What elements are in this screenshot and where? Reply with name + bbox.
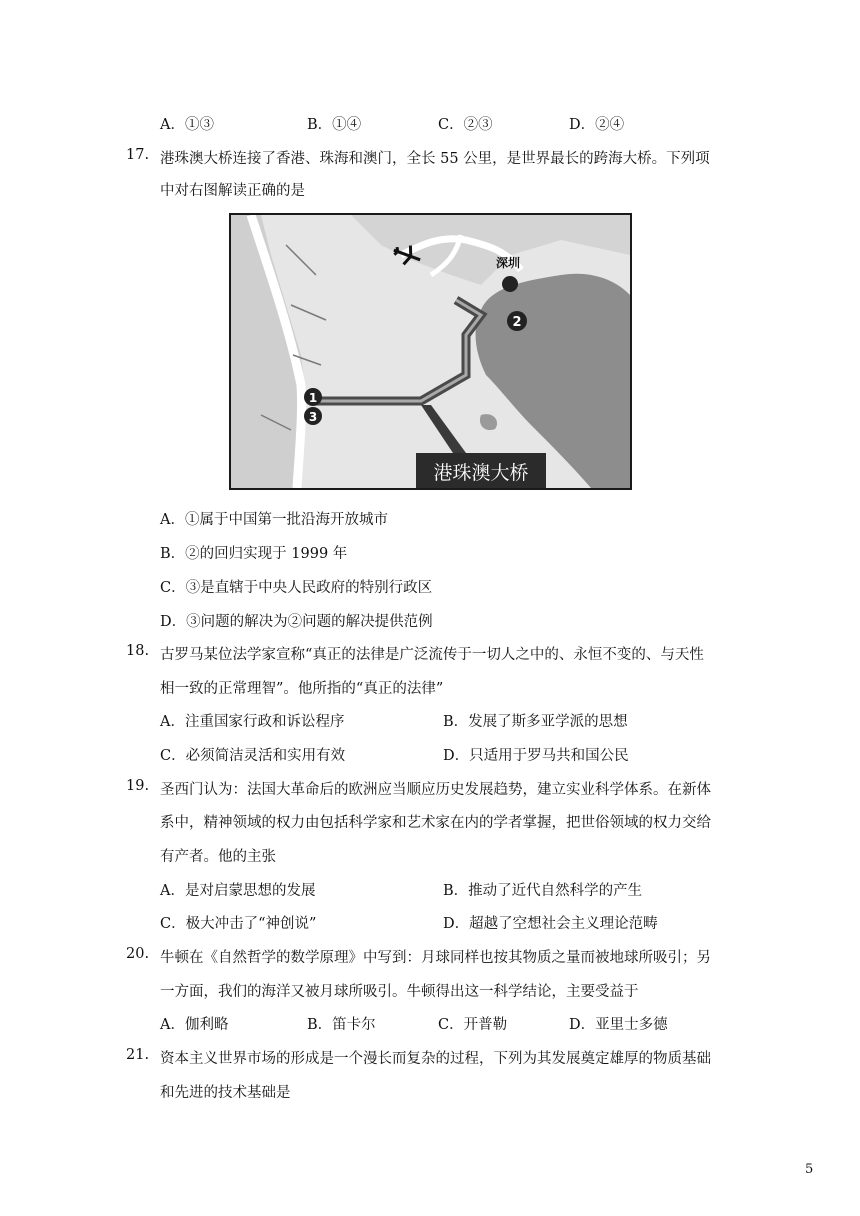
q20-option-d: D．亚里士多德 <box>569 1017 668 1033</box>
q20-option-a: A．伽利略 <box>160 1017 229 1033</box>
q20-number: 20. <box>126 946 150 962</box>
q16-option-d: D．②④ <box>569 117 625 133</box>
q16-option-b: B．①④ <box>307 117 362 133</box>
q19-stem-line1: 圣西门认为：法国大革命后的欧洲应当顺应历史发展趋势，建立实业科学体系。在新体 <box>160 782 711 798</box>
bridge-map <box>229 213 632 490</box>
q17-option-c: C．③是直辖于中央人民政府的特别行政区 <box>160 580 433 596</box>
svg-text:3: 3 <box>308 410 318 424</box>
page-number: 5 <box>805 1162 814 1177</box>
q19-option-c: C．极大冲击了“神创说” <box>160 916 317 932</box>
q18-option-d: D．只适用于罗马共和国公民 <box>443 748 629 764</box>
q19-option-b: B．推动了近代自然科学的产生 <box>443 883 643 899</box>
q20-stem-line1: 牛顿在《自然哲学的数学原理》中写到：月球同样也按其物质之量而被地球所吸引；另 <box>160 950 711 966</box>
q17-option-a: A．①属于中国第一批沿海开放城市 <box>160 512 388 528</box>
q17-stem-line1: 港珠澳大桥连接了香港、珠海和澳门，全长 55 公里，是世界最长的跨海大桥。下列项 <box>160 151 710 167</box>
q19-number: 19. <box>126 778 150 794</box>
shenzhen-marker <box>502 276 518 292</box>
q21-stem-line1: 资本主义世界市场的形成是一个漫长而复杂的过程，下列为其发展奠定雄厚的物质基础 <box>160 1051 711 1067</box>
q17-option-d: D．③问题的解决为②问题的解决提供范例 <box>160 614 433 630</box>
q18-option-b: B．发展了斯多亚学派的思想 <box>443 714 628 730</box>
marker-1 <box>304 388 322 406</box>
q18-stem-line1: 古罗马某位法学家宣称“真正的法律是广泛流传于一切人之中的、永恒不变的、与天性 <box>160 647 704 663</box>
q19-option-d: D．超越了空想社会主义理论范畴 <box>443 916 658 932</box>
q16-option-c: C．②③ <box>438 117 493 133</box>
q20-stem-line2: 一方面，我们的海洋又被月球所吸引。牛顿得出这一科学结论，主要受益于 <box>160 984 639 1000</box>
svg-text:2: 2 <box>512 315 522 330</box>
q18-number: 18. <box>126 643 150 659</box>
marker-2 <box>507 311 527 331</box>
svg-text:1: 1 <box>308 391 318 405</box>
q19-option-a: A．是对启蒙思想的发展 <box>160 883 316 899</box>
bridge-label: 港珠澳大桥 <box>433 462 529 484</box>
q18-option-a: A．注重国家行政和诉讼程序 <box>160 714 345 730</box>
q21-stem-line2: 和先进的技术基础是 <box>160 1085 291 1101</box>
q20-option-c: C．开普勒 <box>438 1017 508 1033</box>
q21-number: 21. <box>126 1047 150 1063</box>
marker-3 <box>304 407 322 425</box>
q18-option-c: C．必须简洁灵活和实用有效 <box>160 748 346 764</box>
q20-option-b: B．笛卡尔 <box>307 1017 376 1033</box>
q17-option-b: B．②的回归实现于 1999 年 <box>160 546 348 562</box>
city-label-shenzhen: 深圳 <box>495 256 521 270</box>
q19-stem-line2: 系中，精神领域的权力由包括科学家和艺术家在内的学者掌握，把世俗领域的权力交给 <box>160 815 711 831</box>
q17-number: 17. <box>126 147 150 163</box>
q19-stem-line3: 有产者。他的主张 <box>160 849 276 865</box>
q16-option-a: A．①③ <box>160 117 214 133</box>
q18-stem-line2: 相一致的正常理智”。他所指的“真正的法律” <box>160 681 444 697</box>
q17-stem-line2: 中对右图解读正确的是 <box>160 183 305 199</box>
